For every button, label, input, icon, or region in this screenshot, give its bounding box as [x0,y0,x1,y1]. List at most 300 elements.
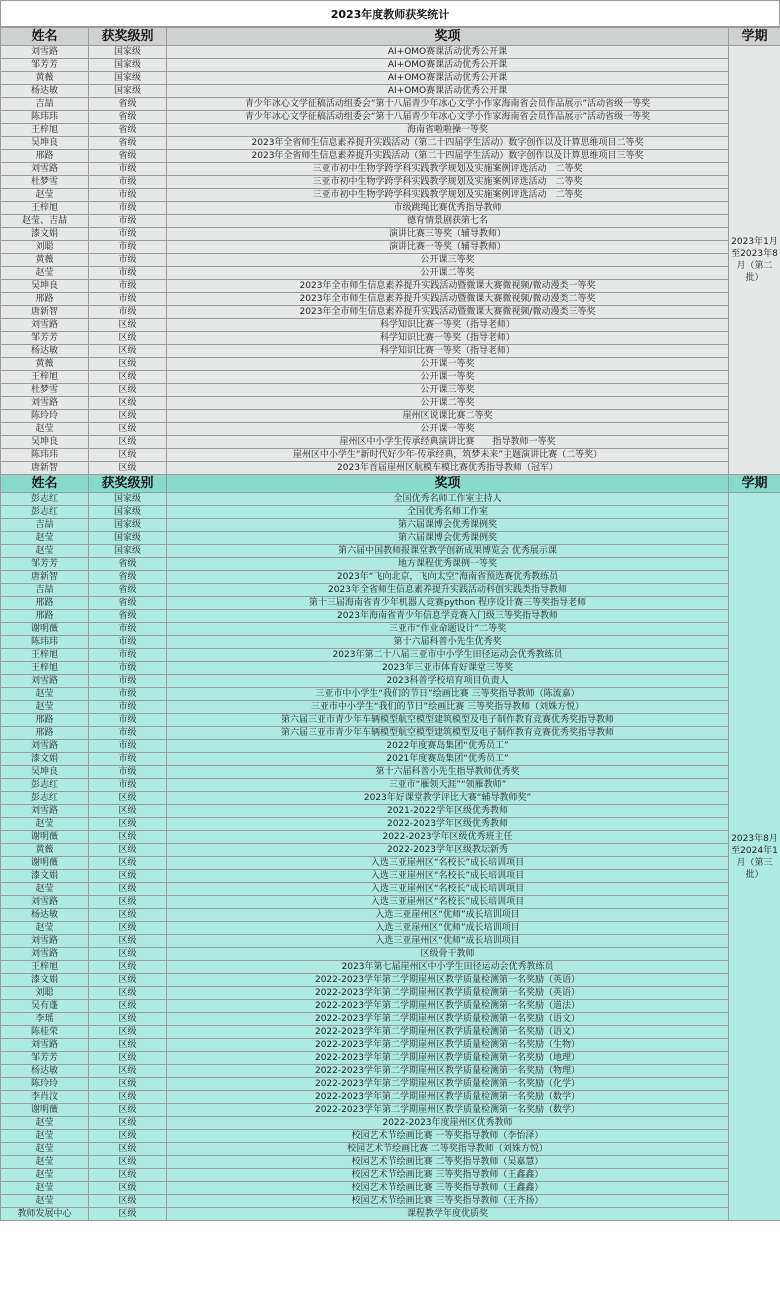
award-level-cell: 区级 [89,319,167,332]
award-level-cell: 区级 [89,384,167,397]
award-title-cell: 2022-2023学年第二学期崖州区教学质量检测第一名奖励（语文） [167,1013,729,1026]
header-term: 学期 [729,28,780,46]
award-level-cell: 省级 [89,98,167,111]
award-level-cell: 市级 [89,228,167,241]
award-title-cell: 2023科普学校培育项目负责人 [167,675,729,688]
teacher-name-cell: 刘雪路 [1,397,89,410]
award-level-cell: 省级 [89,150,167,163]
table-row [1,831,780,844]
header-row [1,475,780,493]
award-title-cell: 2022年度赛岛集团“优秀员工” [167,740,729,753]
teacher-name-cell: 邢路 [1,597,89,610]
table-row [1,922,780,935]
award-level-cell: 市级 [89,623,167,636]
award-level-cell: 国家级 [89,85,167,98]
award-level-cell: 区级 [89,1026,167,1039]
award-level-cell: 区级 [89,1195,167,1208]
award-level-cell: 区级 [89,1169,167,1182]
table-row [1,532,780,545]
award-level-cell: 区级 [89,449,167,462]
table-row [1,844,780,857]
teacher-name-cell: 邢路 [1,150,89,163]
teacher-name-cell: 杜梦雪 [1,384,89,397]
table-row [1,59,780,72]
table-row [1,462,780,475]
section-batch-3-table [0,474,780,1221]
teacher-name-cell: 刘雪路 [1,1039,89,1052]
award-title-cell: 2022-2023学年第二学期崖州区教学质量检测第一名奖励（化学） [167,1078,729,1091]
table-row [1,1195,780,1208]
award-level-cell: 区级 [89,844,167,857]
teacher-name-cell: 杨达敏 [1,85,89,98]
award-level-cell: 区级 [89,1065,167,1078]
award-title-cell: 2022-2023学年区级优秀教师 [167,818,729,831]
award-title-cell: 三亚市“作业命题设计”二等奖 [167,623,729,636]
award-level-cell: 市级 [89,662,167,675]
table-row [1,1091,780,1104]
teacher-name-cell: 漆文娟 [1,870,89,883]
table-row [1,649,780,662]
teacher-name-cell: 赵莹 [1,545,89,558]
teacher-name-cell: 吴坤良 [1,436,89,449]
table-row [1,623,780,636]
award-level-cell: 区级 [89,961,167,974]
award-title-cell: 市级跳绳比赛优秀指导教师 [167,202,729,215]
teacher-name-cell: 邢路 [1,610,89,623]
table-row [1,1078,780,1091]
award-level-cell: 区级 [89,1104,167,1117]
table-row [1,805,780,818]
award-level-cell: 区级 [89,935,167,948]
table-row [1,597,780,610]
teacher-name-cell: 邢路 [1,714,89,727]
teacher-name-cell: 黄薇 [1,844,89,857]
award-level-cell: 区级 [89,909,167,922]
teacher-name-cell: 陈玲玲 [1,1078,89,1091]
table-row [1,779,780,792]
award-title-cell: 科学知识比赛一等奖（指导老师） [167,345,729,358]
award-title-cell: 青少年冰心文学征稿活动组委会“第十八届青少年冰心文学小作家海南省会员作品展示”活动省级一等奖 [167,98,729,111]
table-row [1,1052,780,1065]
award-level-cell: 区级 [89,423,167,436]
table-row [1,163,780,176]
award-level-cell: 区级 [89,922,167,935]
award-title-cell: 入选三亚崖州区“名校长”成长培训项目 [167,870,729,883]
table-row [1,215,780,228]
table-row [1,766,780,779]
teacher-name-cell: 黄薇 [1,72,89,85]
table-row [1,1182,780,1195]
award-level-cell: 市级 [89,202,167,215]
teacher-name-cell: 赵莹 [1,1143,89,1156]
award-title-cell: 课程教学年度优质奖 [167,1208,729,1221]
table-row [1,675,780,688]
teacher-name-cell: 李肖汶 [1,1091,89,1104]
table-row [1,46,780,59]
award-level-cell: 市级 [89,636,167,649]
teacher-name-cell: 吴坤良 [1,280,89,293]
section-batch-2-table [0,27,780,475]
award-title-cell: 三亚市“雁领天涯”“领雁教师” [167,779,729,792]
teacher-name-cell: 吴坤良 [1,137,89,150]
award-title-cell: 入选三亚崖州区“名校长”成长培训项目 [167,883,729,896]
table-row [1,896,780,909]
table-row [1,493,780,506]
award-level-cell: 市级 [89,306,167,319]
teacher-name-cell: 吉喆 [1,519,89,532]
award-title-cell: 2022-2023学年第二学期崖州区教学质量检测第一名奖励（英语） [167,974,729,987]
teacher-name-cell: 杨达敏 [1,909,89,922]
teacher-name-cell: 陈玲玲 [1,410,89,423]
teacher-name-cell: 刘雪路 [1,163,89,176]
award-level-cell: 国家级 [89,506,167,519]
sheet-title: 2023年度教师获奖统计 [0,0,780,27]
award-title-cell: 2023年全市师生信息素养提升实践活动暨微课大赛微视频/微动漫类一等奖 [167,280,729,293]
table-row [1,948,780,961]
award-title-cell: 入选三亚崖州区“优师”成长培训项目 [167,909,729,922]
award-level-cell: 市级 [89,241,167,254]
award-level-cell: 区级 [89,1091,167,1104]
award-title-cell: 全国优秀名师工作室 [167,506,729,519]
teacher-name-cell: 赵莹 [1,883,89,896]
teacher-name-cell: 教师发展中心 [1,1208,89,1221]
teacher-name-cell: 谢明薇 [1,857,89,870]
award-level-cell: 省级 [89,584,167,597]
award-level-cell: 区级 [89,1208,167,1221]
award-level-cell: 国家级 [89,46,167,59]
award-title-cell: 公开课一等奖 [167,371,729,384]
award-title-cell: 校园艺术节绘画比赛 二等奖指导教师（刘姝方悦） [167,1143,729,1156]
teacher-name-cell: 邢路 [1,293,89,306]
award-title-cell: 演讲比赛三等奖（辅导教师） [167,228,729,241]
table-row [1,506,780,519]
teacher-name-cell: 陈玮玮 [1,449,89,462]
award-title-cell: 公开课二等奖 [167,397,729,410]
award-title-cell: 2021-2022学年区级优秀教师 [167,805,729,818]
award-title-cell: 第六届三亚市青少年车辆模型航空模型建筑模型及电子制作教育竞赛优秀奖指导教师 [167,727,729,740]
teacher-name-cell: 赵莹 [1,1130,89,1143]
teacher-name-cell: 吉喆 [1,98,89,111]
table-row [1,701,780,714]
award-title-cell: 2023年全省师生信息素养提升实践活动（第二十四届学生活动）数字创作以及计算思维项目三等奖 [167,150,729,163]
header-name: 姓名 [1,28,89,46]
award-level-cell: 市级 [89,688,167,701]
award-title-cell: 2023年第二十八届三亚市中小学生田径运动会优秀教练员 [167,649,729,662]
award-title-cell: 公开课一等奖 [167,358,729,371]
award-title-cell: 第六届中国教师报课堂教学创新成果博览会 优秀展示课 [167,545,729,558]
award-level-cell: 区级 [89,397,167,410]
award-level-cell: 国家级 [89,532,167,545]
term-cell: 2023年8月至2024年1月（第三批） [729,493,780,1221]
teacher-name-cell: 邹芳芳 [1,332,89,345]
header-award: 奖项 [167,28,729,46]
award-level-cell: 国家级 [89,545,167,558]
award-title-cell: 校园艺术节绘画比赛 三等奖指导教师（王齐扬） [167,1195,729,1208]
award-title-cell: 崖州区说课比赛二等奖 [167,410,729,423]
table-row [1,332,780,345]
teacher-name-cell: 刘聪 [1,987,89,1000]
award-title-cell: 2023年“飞向北京，飞向太空”海南省预选赛优秀教练员 [167,571,729,584]
award-title-cell: 第六届课博会优秀课例奖 [167,532,729,545]
award-title-cell: 区级骨干教师 [167,948,729,961]
award-level-cell: 省级 [89,597,167,610]
award-level-cell: 市级 [89,727,167,740]
table-row [1,280,780,293]
award-level-cell: 省级 [89,111,167,124]
table-row [1,436,780,449]
award-title-cell: 三亚市初中生物学跨学科实践教学规划及实施案例评选活动 二等奖 [167,189,729,202]
award-title-cell: 校园艺术节绘画比赛 三等奖指导教师（王鑫鑫） [167,1182,729,1195]
award-level-cell: 市级 [89,215,167,228]
award-level-cell: 区级 [89,870,167,883]
award-title-cell: 崖州区中小学生“新时代好少年·传承经典，筑梦未来”主题演讲比赛（二等奖） [167,449,729,462]
award-title-cell: 第六届三亚市青少年车辆模型航空模型建筑模型及电子制作教育竞赛优秀奖指导教师 [167,714,729,727]
award-title-cell: 第十六届科普小先生优秀奖 [167,636,729,649]
table-row [1,636,780,649]
teacher-name-cell: 谢明薇 [1,831,89,844]
award-level-cell: 市级 [89,753,167,766]
award-level-cell: 市级 [89,675,167,688]
teacher-name-cell: 唐新智 [1,306,89,319]
header-row [1,28,780,46]
award-title-cell: 青少年冰心文学征稿活动组委会“第十八届青少年冰心文学小作家海南省会员作品展示”活动省级一等奖 [167,111,729,124]
teacher-name-cell: 陈玮玮 [1,636,89,649]
award-title-cell: 校园艺术节绘画比赛 一等奖指导教师（李怡泽） [167,1130,729,1143]
award-level-cell: 区级 [89,1117,167,1130]
teacher-name-cell: 王梓旭 [1,124,89,137]
award-title-cell: 2022-2023学年第二学期崖州区教学质量检测第一名奖励（生物） [167,1039,729,1052]
table-row [1,545,780,558]
table-row [1,714,780,727]
award-level-cell: 区级 [89,818,167,831]
award-title-cell: 科学知识比赛一等奖（指导老师） [167,332,729,345]
award-title-cell: 2022-2023学年第二学期崖州区教学质量检测第一名奖励（数学） [167,1091,729,1104]
award-level-cell: 区级 [89,792,167,805]
table-row [1,267,780,280]
table-row [1,792,780,805]
table-row [1,1169,780,1182]
teacher-name-cell: 赵莹 [1,267,89,280]
table-row [1,688,780,701]
table-row [1,857,780,870]
teacher-name-cell: 邢路 [1,727,89,740]
award-level-cell: 国家级 [89,59,167,72]
award-level-cell: 区级 [89,462,167,475]
teacher-name-cell: 赵莹 [1,688,89,701]
table-row [1,254,780,267]
teacher-name-cell: 王梓旭 [1,371,89,384]
award-title-cell: 第六届课博会优秀课例奖 [167,519,729,532]
award-level-cell: 市级 [89,766,167,779]
teacher-name-cell: 赵莹 [1,701,89,714]
table-row [1,319,780,332]
award-title-cell: 科学知识比赛一等奖（指导老师） [167,319,729,332]
award-title-cell: 公开课一等奖 [167,423,729,436]
award-level-cell: 区级 [89,1143,167,1156]
award-title-cell: 2023年全市师生信息素养提升实践活动暨微课大赛微视频/微动漫类三等奖 [167,306,729,319]
award-title-cell: 2023年首届崖州区航模车模比赛优秀指导教师（冠军） [167,462,729,475]
teacher-name-cell: 赵莹、吉喆 [1,215,89,228]
teacher-name-cell: 杜梦雪 [1,176,89,189]
award-level-cell: 市级 [89,267,167,280]
award-level-cell: 市级 [89,280,167,293]
award-level-cell: 省级 [89,610,167,623]
award-title-cell: 三亚市初中生物学跨学科实践教学规划及实施案例评选活动 二等奖 [167,163,729,176]
award-level-cell: 区级 [89,358,167,371]
award-title-cell: 入选三亚崖州区“名校长”成长培训项目 [167,896,729,909]
table-row [1,371,780,384]
teacher-name-cell: 唐新智 [1,571,89,584]
teacher-name-cell: 黄薇 [1,254,89,267]
teacher-name-cell: 吴有蓬 [1,1000,89,1013]
award-level-cell: 市级 [89,740,167,753]
table-row [1,1104,780,1117]
award-title-cell: 三亚市中小学生“我们的节日”绘画比赛 三等奖指导教师（刘姝方悦） [167,701,729,714]
award-level-cell: 区级 [89,371,167,384]
teacher-name-cell: 赵莹 [1,532,89,545]
table-row [1,397,780,410]
teacher-name-cell: 赵莹 [1,1156,89,1169]
table-row [1,189,780,202]
award-title-cell: 崖州区中小学生传承经典演讲比赛 指导教师一等奖 [167,436,729,449]
table-row [1,384,780,397]
teacher-name-cell: 刘雪路 [1,896,89,909]
award-level-cell: 区级 [89,1013,167,1026]
teacher-name-cell: 王梓旭 [1,662,89,675]
award-title-cell: 入选三亚崖州区“优师”成长培训项目 [167,935,729,948]
award-title-cell: 2022-2023学年区级优秀班主任 [167,831,729,844]
award-title-cell: 演讲比赛一等奖（辅导教师） [167,241,729,254]
teacher-name-cell: 吉喆 [1,584,89,597]
teacher-name-cell: 漆文娟 [1,974,89,987]
teacher-name-cell: 陈玮玮 [1,111,89,124]
award-title-cell: 2023年第七届崖州区中小学生田径运动会优秀教练员 [167,961,729,974]
table-row [1,1065,780,1078]
award-title-cell: 入选三亚崖州区“优师”成长培训项目 [167,922,729,935]
award-level-cell: 区级 [89,1000,167,1013]
table-row [1,1208,780,1221]
table-row [1,358,780,371]
award-title-cell: 三亚市中小学生“我们的节日”绘画比赛 三等奖指导教师（陈流嘉） [167,688,729,701]
award-title-cell: 2022-2023学年第二学期崖州区教学质量检测第一名奖励（数学） [167,1104,729,1117]
award-level-cell: 市级 [89,189,167,202]
table-row [1,85,780,98]
award-title-cell: 第十六届科普小先生指导教师优秀奖 [167,766,729,779]
header-name: 姓名 [1,475,89,493]
table-row [1,423,780,436]
award-level-cell: 市级 [89,293,167,306]
teacher-name-cell: 李瑶 [1,1013,89,1026]
teacher-name-cell: 刘雪路 [1,319,89,332]
table-row [1,1117,780,1130]
table-row [1,345,780,358]
table-row [1,1156,780,1169]
award-level-cell: 国家级 [89,519,167,532]
teacher-name-cell: 陈桂荣 [1,1026,89,1039]
award-level-cell: 区级 [89,1039,167,1052]
award-title-cell: 2022-2023学年第二学期崖州区教学质量检测第一名奖励（英语） [167,987,729,1000]
award-title-cell: 2023年三亚市体育好课堂三等奖 [167,662,729,675]
award-title-cell: 公开课三等奖 [167,384,729,397]
award-level-cell: 省级 [89,124,167,137]
teacher-name-cell: 彭志红 [1,779,89,792]
table-row [1,111,780,124]
teacher-name-cell: 漆文娟 [1,753,89,766]
header-level: 获奖级别 [89,475,167,493]
award-title-cell: 2023年海南省青少年信息学竞赛入门级三等奖指导教师 [167,610,729,623]
award-title-cell: 全国优秀名师工作室主持人 [167,493,729,506]
award-level-cell: 区级 [89,1078,167,1091]
table-row [1,909,780,922]
award-level-cell: 区级 [89,883,167,896]
award-title-cell: AI+OMO赛课活动优秀公开课 [167,59,729,72]
award-title-cell: 地方课程优秀课例一等奖 [167,558,729,571]
award-title-cell: 2023年全省师生信息素养提升实践活动（第二十四届学生活动）数字创作以及计算思维项目二等奖 [167,137,729,150]
table-row [1,202,780,215]
award-level-cell: 省级 [89,558,167,571]
award-title-cell: AI+OMO赛课活动优秀公开课 [167,85,729,98]
teacher-name-cell: 赵莹 [1,423,89,436]
table-row [1,818,780,831]
award-title-cell: 2022-2023学年第二学期崖州区教学质量检测第一名奖励（道法） [167,1000,729,1013]
table-row [1,935,780,948]
teacher-name-cell: 赵莹 [1,1169,89,1182]
award-title-cell: 第十三届海南省青少年机器人竞赛python 程序设计赛三等奖指导老师 [167,597,729,610]
teacher-name-cell: 杨达敏 [1,1065,89,1078]
teacher-name-cell: 唐新智 [1,462,89,475]
teacher-name-cell: 杨达敏 [1,345,89,358]
award-title-cell: 入选三亚崖州区“名校长”成长培训项目 [167,857,729,870]
teacher-name-cell: 彭志红 [1,506,89,519]
award-level-cell: 区级 [89,1052,167,1065]
header-level: 获奖级别 [89,28,167,46]
award-title-cell: 2022-2023年度崖州区优秀教师 [167,1117,729,1130]
table-row [1,449,780,462]
table-row [1,72,780,85]
table-row [1,1026,780,1039]
award-level-cell: 市级 [89,714,167,727]
teacher-name-cell: 邹芳芳 [1,59,89,72]
table-row [1,241,780,254]
term-cell: 2023年1月至2023年8月（第二批） [729,46,780,475]
award-title-cell: 公开课三等奖 [167,254,729,267]
award-title-cell: 2022-2023学年第二学期崖州区教学质量检测第一名奖励（物理） [167,1065,729,1078]
teacher-name-cell: 刘雪路 [1,675,89,688]
table-row [1,753,780,766]
table-row [1,987,780,1000]
teacher-name-cell: 谢明薇 [1,1104,89,1117]
award-level-cell: 区级 [89,896,167,909]
table-row [1,519,780,532]
award-title-cell: 校园艺术节绘画比赛 二等奖指导教师（吴嘉慧） [167,1156,729,1169]
award-level-cell: 区级 [89,1156,167,1169]
table-row [1,662,780,675]
header-term: 学期 [729,475,780,493]
award-level-cell: 区级 [89,987,167,1000]
table-row [1,870,780,883]
teacher-name-cell: 赵莹 [1,818,89,831]
teacher-name-cell: 谢明薇 [1,623,89,636]
teacher-name-cell: 彭志红 [1,792,89,805]
table-row [1,228,780,241]
award-level-cell: 国家级 [89,72,167,85]
table-row [1,961,780,974]
award-title-cell: 2023年好课堂教学评比大赛“辅导教师奖” [167,792,729,805]
award-title-cell: 2022-2023学年区级教坛新秀 [167,844,729,857]
award-level-cell: 区级 [89,974,167,987]
award-level-cell: 市级 [89,649,167,662]
teacher-name-cell: 赵莹 [1,1195,89,1208]
